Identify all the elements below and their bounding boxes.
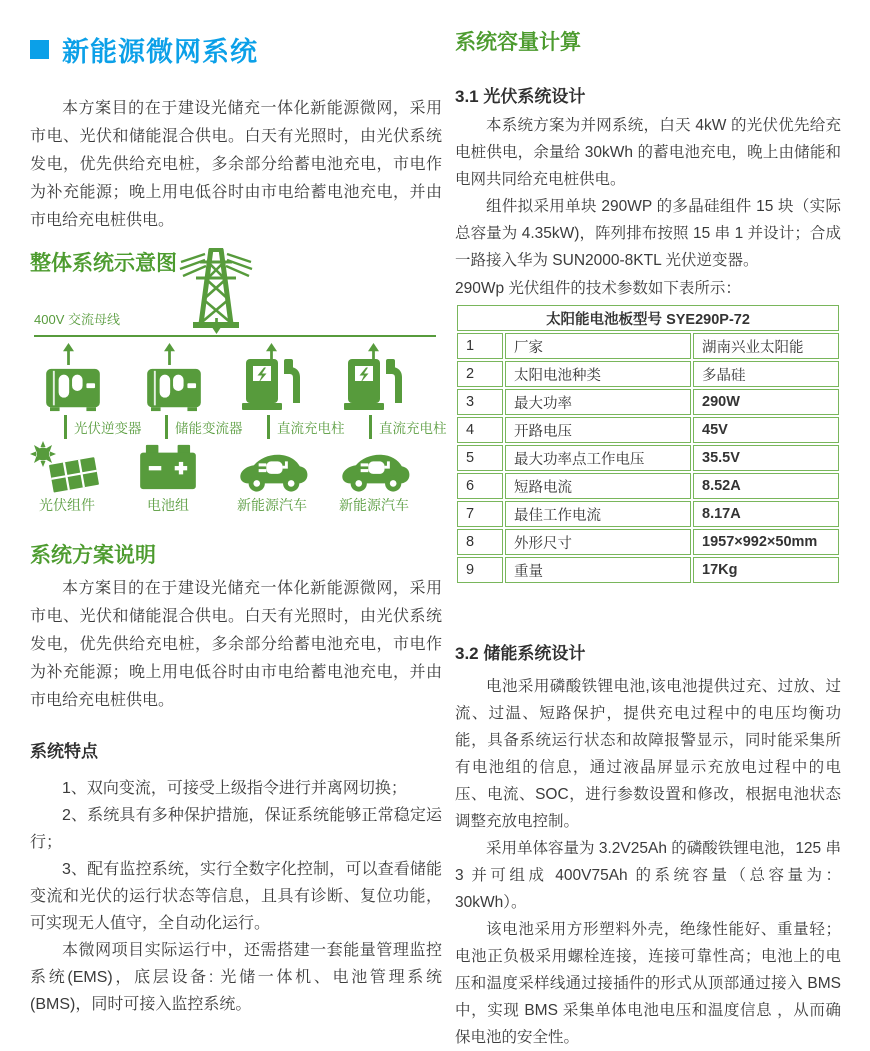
device-label-dc-charger: 直流充电柱 (369, 415, 447, 439)
feature-item: 1、双向变流，可接受上级指令进行并离网切换； (62, 780, 407, 797)
table-row (457, 389, 839, 415)
page-title-text: 新能源微网系统 (62, 37, 258, 67)
table-row (457, 557, 839, 583)
battery-pack-icon (138, 443, 198, 491)
row-value: 8.52A (693, 473, 839, 499)
label-tick (369, 415, 372, 439)
row-index: 7 (457, 501, 503, 527)
capacity-heading: 系统容量计算 (455, 31, 581, 54)
row-index: 6 (457, 473, 503, 499)
bottom-label-pv-modules: 光伏组件 (39, 497, 95, 513)
section-3-1-paragraph: 组件拟采用单块 290WP 的多晶硅组件 15 块（实际总容量为 4.35kW)，阵列排布按照 15 串 1 并设计；合成一路接入华为 SUN2000-8KTL 光伏逆变器。 (455, 198, 841, 269)
section-3-2-paragraph: 电池采用磷酸铁锂电池,该电池提供过充、过放、过流、过温、短路保护，提供充电过程中的电压均衡功能，具备系统运行状态和故障报警显示，同时能采集所有电池组的信息，通过液晶屏显示充放电过程中的电压、电流、SOC，进行参数设置和修改，根据电池状态调整充放电控制。 (455, 678, 841, 830)
table-row (457, 305, 839, 331)
features-heading: 系统特点 (30, 742, 98, 761)
label-tick (64, 415, 67, 439)
pv-module-spec-table (455, 303, 841, 585)
bottom-label-battery-pack: 电池组 (147, 497, 189, 513)
intro-paragraph: 本方案目的在于建设光储充一体化新能源微网，采用市电、光伏和储能混合供电。白天有光照时，由光伏系统发电，优先供给充电桩，多余部分给蓄电池充电，市电作为补充能源；晚上用电低谷时由市电给蓄电池充电，并由市电给充电桩供电。 (30, 100, 442, 229)
table-row (457, 529, 839, 555)
ev-car-icon (236, 449, 310, 493)
arrow-up-icon (164, 343, 175, 365)
table-row (457, 417, 839, 443)
row-value: 8.17A (693, 501, 839, 527)
row-index: 8 (457, 529, 503, 555)
feature-item: 2、系统具有多种保护措施，保证系统能够正常稳定运行； (30, 807, 442, 851)
device-label-dc-charger: 直流充电柱 (267, 415, 345, 439)
row-param: 最佳工作电流 (505, 501, 691, 527)
bottom-label-ev: 新能源汽车 (237, 497, 307, 513)
title-bullet-square-icon (30, 40, 49, 59)
diagram-heading: 整体系统示意图 (30, 252, 177, 275)
arrow-down-icon (211, 318, 222, 334)
ev-car-icon (338, 449, 412, 493)
row-param: 厂家 (505, 333, 691, 359)
row-param: 外形尺寸 (505, 529, 691, 555)
bottom-label-ev: 新能源汽车 (339, 497, 409, 513)
row-index: 9 (457, 557, 503, 583)
device-label-pv-inverter: 光伏逆变器 (64, 415, 142, 439)
table-title: 太阳能电池板型号 SYE290P-72 (457, 305, 839, 331)
row-value: 17Kg (693, 557, 839, 583)
page-title (30, 30, 442, 69)
table-note: 290Wp 光伏组件的技术参数如下表所示： (455, 280, 741, 297)
section-3-1-paragraph: 本系统方案为并网系统，白天 4kW 的光伏优先给充电桩供电，余量给 30kWh 的蓄电池充电，晚上由储能和电网共同给充电桩供电。 (455, 117, 841, 188)
feature-item: 本微网项目实际运行中，还需搭建一套能量管理监控系统(EMS)，底层设备: 光储一体机、电池管理系统(BMS)，同时可接入监控系统。 (30, 942, 442, 1013)
row-param: 最大功率点工作电压 (505, 445, 691, 471)
row-param: 重量 (505, 557, 691, 583)
row-index: 1 (457, 333, 503, 359)
row-index: 4 (457, 417, 503, 443)
row-index: 3 (457, 389, 503, 415)
table-row (457, 501, 839, 527)
label-tick (165, 415, 168, 439)
pv-inverter-icon (42, 367, 104, 413)
dc-charger-icon (342, 357, 406, 413)
label-tick (267, 415, 270, 439)
system-diagram (30, 243, 447, 517)
table-row (457, 333, 839, 359)
storage-converter-icon (143, 367, 205, 413)
row-value: 多晶硅 (693, 361, 839, 387)
row-value: 45V (693, 417, 839, 443)
section-3-2-paragraph: 该电池采用方形塑料外壳，绝缘性能好、重量轻；电池正负极采用螺栓连接，连接可靠性高；电池上的电压和温度采样线通过接插件的形式从顶部通过接入 BMS 中，实现 BMS 采集单体电池电压和温度信息 ，从而确保电池的安全性。 (455, 921, 841, 1046)
transmission-tower-icon (178, 243, 254, 329)
arrow-up-icon (63, 343, 74, 365)
table-row (457, 445, 839, 471)
row-param: 最大功率 (505, 389, 691, 415)
row-value: 湖南兴业太阳能 (693, 333, 839, 359)
section-3-2-paragraph: 采用单体容量为 3.2V25Ah 的磷酸铁锂电池，125 串 3 并可组成 400V75Ah 的系统容量（总容量为：30kWh）。 (455, 840, 841, 911)
row-index: 5 (457, 445, 503, 471)
dc-charger-icon (240, 357, 304, 413)
row-value: 290W (693, 389, 839, 415)
left-column (30, 30, 447, 1018)
bus-voltage-label: 400V 交流母线 (34, 312, 120, 327)
features-list (30, 775, 442, 1018)
table-row (457, 361, 839, 387)
device-label-storage-converter: 储能变流器 (165, 415, 243, 439)
section-3-2-heading: 3.2 储能系统设计 (455, 644, 586, 663)
row-index: 2 (457, 361, 503, 387)
row-value: 1957×992×50mm (693, 529, 839, 555)
right-column (455, 30, 841, 1051)
row-param: 太阳电池种类 (505, 361, 691, 387)
row-param: 开路电压 (505, 417, 691, 443)
scheme-paragraph: 本方案目的在于建设光储充一体化新能源微网，采用市电、光伏和储能混合供电。白天有光照时，由光伏系统发电，优先供给充电桩，多余部分给蓄电池充电，市电作为补充能源；晚上用电低谷时由市电给蓄电池充电，并由市电给充电桩供电。 (30, 580, 442, 709)
solar-panel-icon (30, 439, 102, 493)
section-3-1-heading: 3.1 光伏系统设计 (455, 87, 586, 106)
ac-bus-line (34, 335, 436, 337)
feature-item: 3、配有监控系统，实行全数字化控制，可以查看储能变流和光伏的运行状态等信息，且具有诊断、复位功能，可实现无人值守，全自动化运行。 (30, 861, 442, 932)
scheme-heading: 系统方案说明 (30, 544, 156, 567)
row-value: 35.5V (693, 445, 839, 471)
table-row (457, 473, 839, 499)
row-param: 短路电流 (505, 473, 691, 499)
